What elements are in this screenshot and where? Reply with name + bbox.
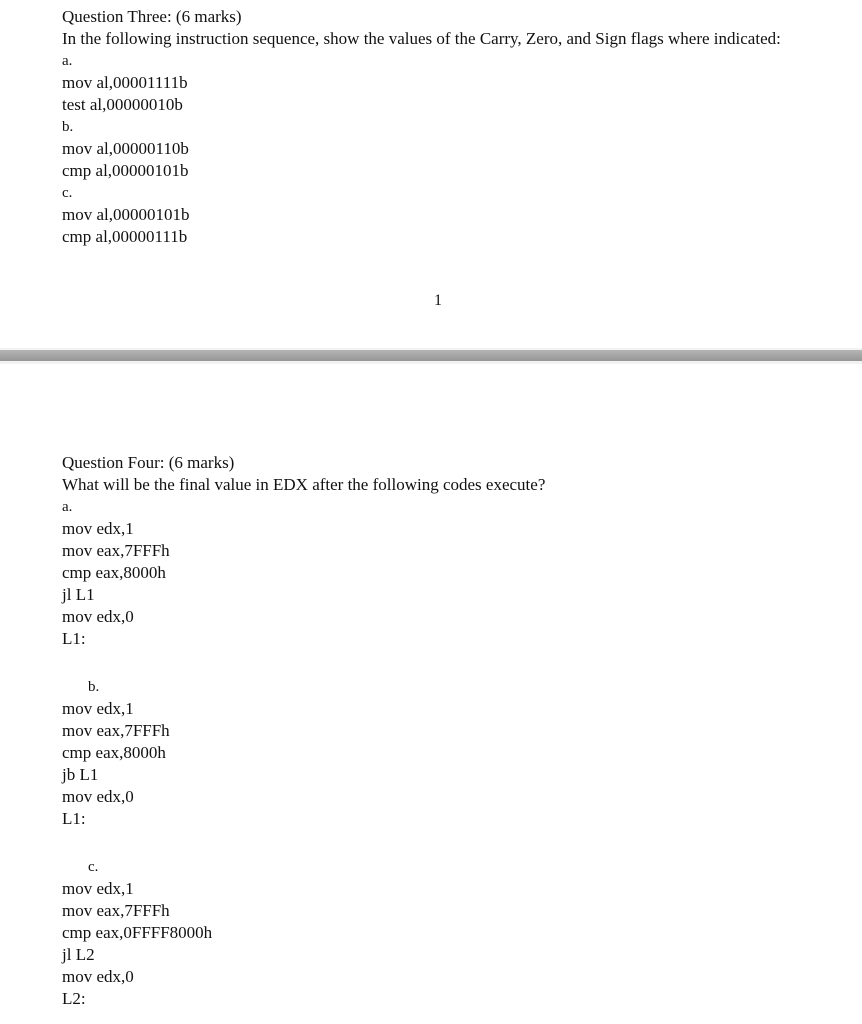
q4-c-line-5: mov edx,0 xyxy=(62,967,134,986)
q4-c-line-2: mov eax,7FFFh xyxy=(62,901,170,920)
q4-c-line-1: mov edx,1 xyxy=(62,879,134,898)
q3-b-line-1: mov al,00000110b xyxy=(62,139,189,158)
page-separator-bar xyxy=(0,350,862,361)
q4-a-line-2: mov eax,7FFFh xyxy=(62,541,170,560)
q4-a-line-3: cmp eax,8000h xyxy=(62,563,166,582)
q3-b-line-2: cmp al,00000101b xyxy=(62,161,189,180)
q4-b-line-2: mov eax,7FFFh xyxy=(62,721,170,740)
document-page-2 xyxy=(0,364,862,1024)
q3-part-a-label: a. xyxy=(62,53,73,69)
q4-a-line-6: L1: xyxy=(62,629,86,648)
q4-b-line-1: mov edx,1 xyxy=(62,699,134,718)
q4-a-line-1: mov edx,1 xyxy=(62,519,134,538)
q4-b-line-4: jb L1 xyxy=(62,765,99,784)
question-three-instruction: In the following instruction sequence, show the values of the Carry, Zero, and Sign flags where indicated: xyxy=(62,29,781,48)
q4-c-line-3: cmp eax,0FFFF8000h xyxy=(62,923,213,942)
question-four-instruction: What will be the final value in EDX after the following codes execute? xyxy=(62,475,546,494)
page-separator xyxy=(0,348,862,364)
q4-part-a-label: a. xyxy=(62,499,73,515)
q4-b-line-3: cmp eax,8000h xyxy=(62,743,166,762)
q3-c-line-1: mov al,00000101b xyxy=(62,205,190,224)
q4-c-line-6: L2: xyxy=(62,989,86,1008)
question-three xyxy=(62,6,781,248)
q4-a-line-4: jl L1 xyxy=(62,585,95,604)
q4-b-line-5: mov edx,0 xyxy=(62,787,134,806)
q4-c-line-4: jl L2 xyxy=(62,945,95,964)
q4-b-line-6: L1: xyxy=(62,809,86,828)
page-number: 1 xyxy=(434,292,442,309)
q3-a-line-1: mov al,00001111b xyxy=(62,73,188,92)
q4-part-b-label: b. xyxy=(88,679,100,695)
q3-part-c-label: c. xyxy=(62,185,73,201)
q3-part-b-label: b. xyxy=(62,119,74,135)
q4-part-c-label: c. xyxy=(88,859,99,875)
question-four xyxy=(62,452,545,1010)
q3-a-line-2: test al,00000010b xyxy=(62,95,183,114)
document-page-1 xyxy=(0,0,862,348)
question-three-title: Question Three: (6 marks) xyxy=(62,7,242,26)
question-four-title: Question Four: (6 marks) xyxy=(62,453,235,472)
q3-c-line-2: cmp al,00000111b xyxy=(62,227,188,246)
q4-a-line-5: mov edx,0 xyxy=(62,607,134,626)
